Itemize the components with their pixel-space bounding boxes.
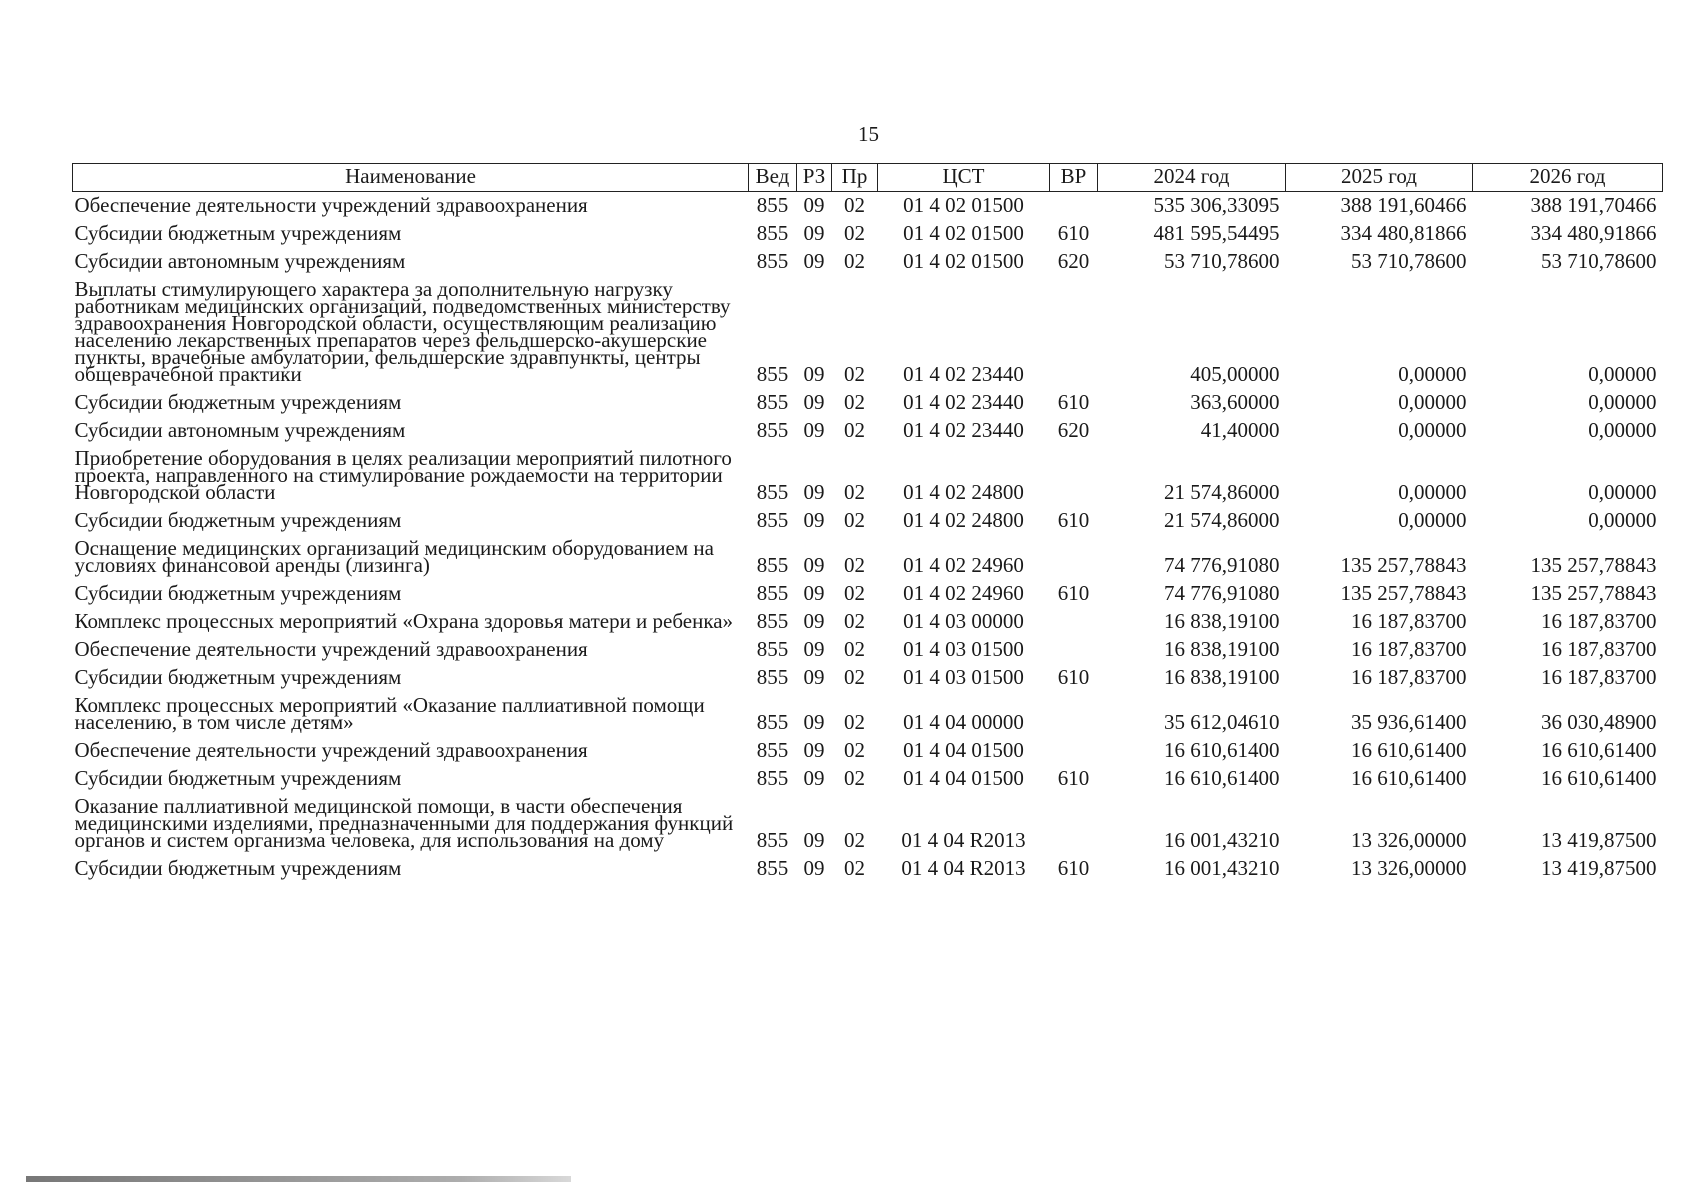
cell-2024: 16 838,19100: [1164, 637, 1280, 661]
cell-cst: 01 4 02 24800: [903, 508, 1024, 532]
header-ved: Вед: [749, 164, 797, 192]
cell-cst: 01 4 03 01500: [903, 665, 1024, 689]
header-pr: Пр: [832, 164, 878, 192]
table-row: [73, 507, 1663, 535]
header-name: Наименование: [73, 164, 749, 192]
cell-2026: 334 480,91866: [1530, 221, 1657, 245]
cell-vr: [1050, 445, 1098, 507]
cell-ved: 855: [756, 856, 789, 880]
cell-ved: 855: [756, 738, 789, 762]
cell-vr: [1050, 276, 1098, 389]
cell-cst: 01 4 02 24960: [903, 581, 1024, 605]
header-vr: ВР: [1050, 164, 1098, 192]
cell-cst: 01 4 02 24800: [903, 480, 1024, 504]
cell-2025: 0,00000: [1398, 390, 1467, 414]
cell-pr: 02: [844, 193, 865, 217]
cell-2026: 0,00000: [1588, 390, 1657, 414]
cell-ved: 855: [756, 766, 789, 790]
cell-2026: 13 419,87500: [1541, 828, 1657, 852]
cell-pr: 02: [844, 665, 865, 689]
cell-rz: 09: [803, 637, 825, 661]
cell-2026: 16 187,83700: [1541, 609, 1657, 633]
table-header: [73, 164, 1663, 192]
cell-rz: 09: [803, 390, 825, 414]
cell-2024: 53 710,78600: [1164, 249, 1280, 273]
cell-vr: 610: [1057, 221, 1090, 245]
cell-pr: 02: [844, 710, 865, 734]
table-row: [73, 276, 1663, 389]
cell-cst: 01 4 04 R2013: [901, 856, 1026, 880]
cell-rz: 09: [803, 418, 825, 442]
cell-rz: 09: [803, 508, 825, 532]
header-2026: 2026 год: [1473, 164, 1663, 192]
cell-2026: 16 610,61400: [1541, 738, 1657, 762]
cell-2026: 135 257,78843: [1530, 553, 1657, 577]
cell-ved: 855: [756, 193, 789, 217]
cell-2026: 16 187,83700: [1541, 665, 1657, 689]
header-2024: 2024 год: [1098, 164, 1286, 192]
cell-2024: 21 574,86000: [1164, 508, 1280, 532]
cell-cst: 01 4 02 23440: [903, 390, 1024, 414]
table-body: [73, 192, 1663, 884]
cell-2024: 16 610,61400: [1164, 766, 1280, 790]
cell-2025: 334 480,81866: [1340, 221, 1467, 245]
cell-2025: 16 610,61400: [1351, 766, 1467, 790]
cell-2026: 0,00000: [1588, 418, 1657, 442]
cell-2024: 16 001,43210: [1164, 828, 1280, 852]
table-row: [73, 535, 1663, 580]
cell-rz: 09: [803, 766, 825, 790]
cell-cst: 01 4 02 01500: [903, 193, 1024, 217]
cell-2025: 0,00000: [1398, 418, 1467, 442]
cell-name: Субсидии автономным учреждениям: [74, 418, 406, 442]
cell-ved: 855: [756, 362, 789, 386]
cell-2025: 388 191,60466: [1340, 193, 1467, 217]
cell-2026: 13 419,87500: [1541, 856, 1657, 880]
cell-cst: 01 4 04 00000: [903, 710, 1024, 734]
cell-pr: 02: [844, 221, 865, 245]
table-row: [73, 220, 1663, 248]
table-row: [73, 737, 1663, 765]
table-row: [73, 855, 1663, 883]
cell-pr: 02: [844, 553, 865, 577]
cell-rz: 09: [803, 553, 825, 577]
cell-vr: 610: [1057, 581, 1090, 605]
cell-name: Оснащение медицинских организаций медицинским оборудованием на условиях финансовой аренды (лизинга): [74, 536, 714, 577]
cell-rz: 09: [803, 362, 825, 386]
page-number: 15: [858, 122, 879, 146]
cell-rz: 09: [803, 609, 825, 633]
header-cst: ЦСТ: [878, 164, 1050, 192]
cell-vr: 620: [1057, 249, 1090, 273]
cell-name: Обеспечение деятельности учреждений здравоохранения: [74, 193, 588, 217]
cell-cst: 01 4 04 01500: [903, 738, 1024, 762]
cell-vr: [1050, 737, 1098, 765]
cell-vr: 610: [1057, 856, 1090, 880]
table-row: [73, 793, 1663, 855]
cell-name: Субсидии бюджетным учреждениям: [74, 221, 402, 245]
cell-pr: 02: [844, 418, 865, 442]
cell-2026: 0,00000: [1588, 362, 1657, 386]
cell-name: Субсидии бюджетным учреждениям: [74, 581, 402, 605]
cell-name: Выплаты стимулирующего характера за дополнительную нагрузку работникам медицинских организаций, подведомственных министерству здравоохранения Новгородской области, осуществляющим реализацию населению лекарственных препаратов через фельдшерско-акушерские пункты, врачебные амбулатории, фельдшерские здравпункты, центры общеврачебной практики: [74, 277, 731, 386]
cell-pr: 02: [844, 508, 865, 532]
cell-cst: 01 4 02 23440: [903, 362, 1024, 386]
cell-ved: 855: [756, 828, 789, 852]
cell-ved: 855: [756, 221, 789, 245]
cell-2024: 16 610,61400: [1164, 738, 1280, 762]
cell-2024: 74 776,91080: [1164, 553, 1280, 577]
cell-rz: 09: [803, 828, 825, 852]
cell-pr: 02: [844, 856, 865, 880]
cell-rz: 09: [803, 710, 825, 734]
cell-2025: 35 936,61400: [1351, 710, 1467, 734]
table-row: [73, 664, 1663, 692]
cell-cst: 01 4 03 00000: [903, 609, 1024, 633]
cell-2026: 16 187,83700: [1541, 637, 1657, 661]
cell-name: Оказание паллиативной медицинской помощи, в части обеспечения медицинскими изделиями, предназначенными для поддержания функций органов и систем организма человека, для использования на дому: [74, 794, 734, 852]
cell-cst: 01 4 04 01500: [903, 766, 1024, 790]
cell-name: Субсидии автономным учреждениям: [74, 249, 406, 273]
cell-ved: 855: [756, 249, 789, 273]
cell-2025: 135 257,78843: [1340, 553, 1467, 577]
cell-2026: 388 191,70466: [1530, 193, 1657, 217]
cell-ved: 855: [756, 609, 789, 633]
cell-vr: 610: [1057, 766, 1090, 790]
cell-2025: 16 610,61400: [1351, 738, 1467, 762]
cell-2025: 0,00000: [1398, 480, 1467, 504]
budget-table: [72, 163, 1663, 883]
cell-name: Субсидии бюджетным учреждениям: [74, 856, 402, 880]
cell-rz: 09: [803, 221, 825, 245]
cell-ved: 855: [756, 637, 789, 661]
cell-2024: 21 574,86000: [1164, 480, 1280, 504]
cell-ved: 855: [756, 581, 789, 605]
cell-2025: 0,00000: [1398, 362, 1467, 386]
cell-2024: 41,40000: [1200, 418, 1280, 442]
cell-rz: 09: [803, 193, 825, 217]
cell-pr: 02: [844, 637, 865, 661]
cell-2024: 16 001,43210: [1164, 856, 1280, 880]
cell-cst: 01 4 02 23440: [903, 418, 1024, 442]
cell-pr: 02: [844, 828, 865, 852]
cell-pr: 02: [844, 390, 865, 414]
cell-2024: 363,60000: [1190, 390, 1280, 414]
cell-rz: 09: [803, 738, 825, 762]
cell-2025: 0,00000: [1398, 508, 1467, 532]
cell-2026: 53 710,78600: [1541, 249, 1657, 273]
table-row: [73, 192, 1663, 221]
cell-ved: 855: [756, 710, 789, 734]
cell-vr: [1050, 192, 1098, 221]
scan-edge-artifact: [26, 1176, 571, 1182]
cell-pr: 02: [844, 480, 865, 504]
cell-vr: 610: [1057, 665, 1090, 689]
cell-rz: 09: [803, 581, 825, 605]
table-row: [73, 417, 1663, 445]
table-row: [73, 580, 1663, 608]
cell-2026: 135 257,78843: [1530, 581, 1657, 605]
cell-2025: 53 710,78600: [1351, 249, 1467, 273]
cell-ved: 855: [756, 553, 789, 577]
cell-2026: 0,00000: [1588, 480, 1657, 504]
cell-2024: 405,00000: [1190, 362, 1280, 386]
cell-pr: 02: [844, 766, 865, 790]
cell-name: Комплекс процессных мероприятий «Оказание паллиативной помощи населению, в том числе детям»: [74, 693, 705, 734]
cell-name: Комплекс процессных мероприятий «Охрана здоровья матери и ребенка»: [74, 609, 734, 633]
table-row: [73, 692, 1663, 737]
cell-2024: 535 306,33095: [1153, 193, 1280, 217]
cell-2026: 36 030,48900: [1541, 710, 1657, 734]
cell-vr: [1050, 692, 1098, 737]
cell-2026: 16 610,61400: [1541, 766, 1657, 790]
cell-vr: [1050, 608, 1098, 636]
cell-vr: 620: [1057, 418, 1090, 442]
cell-rz: 09: [803, 856, 825, 880]
cell-name: Субсидии бюджетным учреждениям: [74, 508, 402, 532]
cell-vr: [1050, 535, 1098, 580]
cell-cst: 01 4 04 R2013: [901, 828, 1026, 852]
cell-ved: 855: [756, 508, 789, 532]
cell-vr: [1050, 636, 1098, 664]
cell-cst: 01 4 02 01500: [903, 249, 1024, 273]
cell-cst: 01 4 03 01500: [903, 637, 1024, 661]
cell-pr: 02: [844, 362, 865, 386]
cell-vr: 610: [1057, 390, 1090, 414]
cell-2024: 35 612,04610: [1164, 710, 1280, 734]
cell-cst: 01 4 02 01500: [903, 221, 1024, 245]
cell-2025: 16 187,83700: [1351, 609, 1467, 633]
cell-name: Приобретение оборудования в целях реализации мероприятий пилотного проекта, направленного на стимулирование рождаемости на территории Новгородской области: [74, 446, 732, 504]
cell-2025: 13 326,00000: [1351, 856, 1467, 880]
cell-rz: 09: [803, 665, 825, 689]
table-row: [73, 608, 1663, 636]
cell-ved: 855: [756, 665, 789, 689]
table-row: [73, 248, 1663, 276]
cell-pr: 02: [844, 738, 865, 762]
cell-ved: 855: [756, 480, 789, 504]
cell-2024: 16 838,19100: [1164, 665, 1280, 689]
header-rz: РЗ: [797, 164, 832, 192]
cell-2025: 16 187,83700: [1351, 665, 1467, 689]
cell-pr: 02: [844, 609, 865, 633]
cell-ved: 855: [756, 390, 789, 414]
cell-name: Субсидии бюджетным учреждениям: [74, 766, 402, 790]
cell-2024: 74 776,91080: [1164, 581, 1280, 605]
cell-2024: 481 595,54495: [1153, 221, 1280, 245]
cell-2026: 0,00000: [1588, 508, 1657, 532]
cell-vr: [1050, 793, 1098, 855]
cell-rz: 09: [803, 249, 825, 273]
cell-2024: 16 838,19100: [1164, 609, 1280, 633]
cell-cst: 01 4 02 24960: [903, 553, 1024, 577]
cell-2025: 16 187,83700: [1351, 637, 1467, 661]
cell-pr: 02: [844, 249, 865, 273]
table-row: [73, 445, 1663, 507]
cell-pr: 02: [844, 581, 865, 605]
cell-name: Субсидии бюджетным учреждениям: [74, 665, 402, 689]
cell-2025: 135 257,78843: [1340, 581, 1467, 605]
cell-rz: 09: [803, 480, 825, 504]
cell-2025: 13 326,00000: [1351, 828, 1467, 852]
cell-vr: 610: [1057, 508, 1090, 532]
table-row: [73, 765, 1663, 793]
cell-ved: 855: [756, 418, 789, 442]
header-2025: 2025 год: [1286, 164, 1473, 192]
table-row: [73, 636, 1663, 664]
cell-name: Обеспечение деятельности учреждений здравоохранения: [74, 637, 588, 661]
table-row: [73, 389, 1663, 417]
cell-name: Субсидии бюджетным учреждениям: [74, 390, 402, 414]
cell-name: Обеспечение деятельности учреждений здравоохранения: [74, 738, 588, 762]
